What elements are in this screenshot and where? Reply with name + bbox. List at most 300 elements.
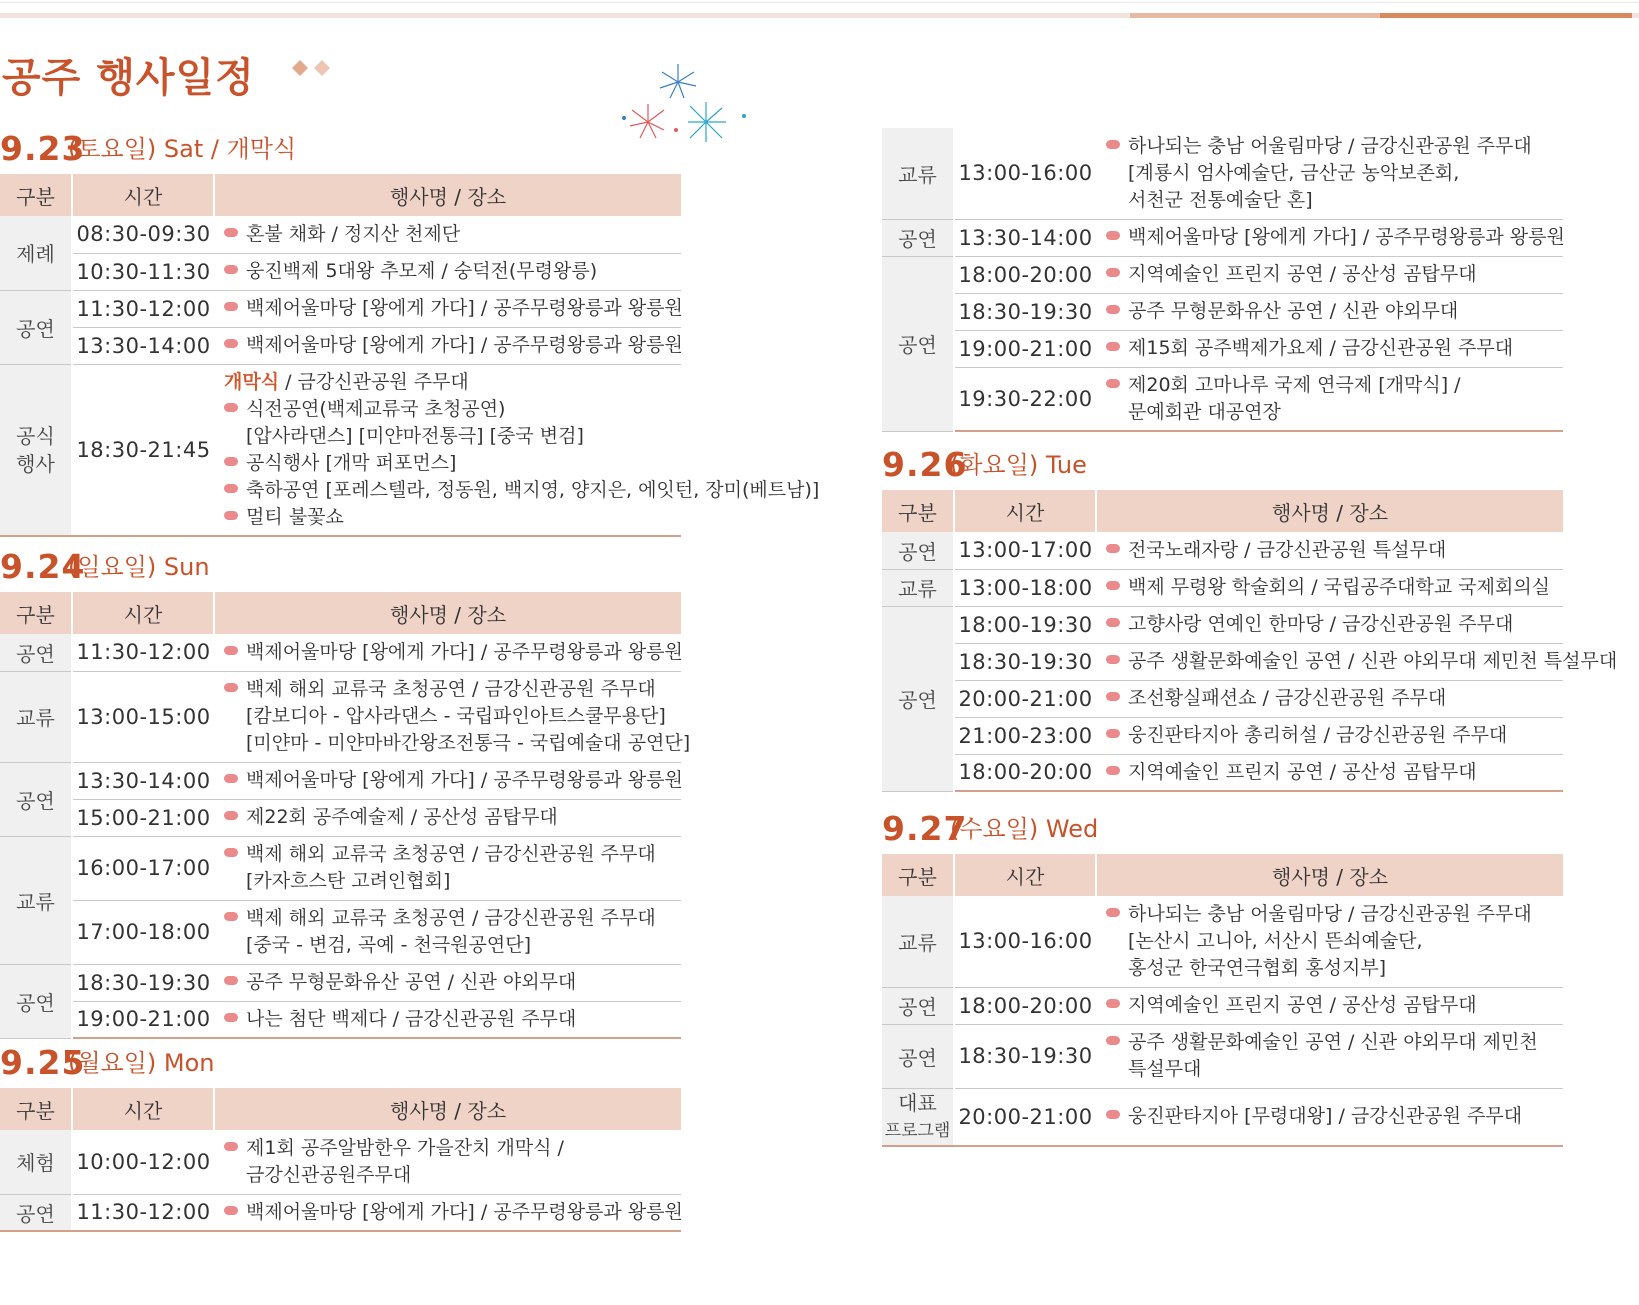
category-label: 공연 — [898, 333, 937, 357]
category-cell — [882, 219, 954, 256]
bullet-icon — [1106, 908, 1120, 917]
event-cell — [214, 290, 681, 327]
bullet-icon — [1106, 140, 1120, 149]
event-cell — [214, 253, 681, 290]
bullet-icon — [224, 228, 238, 237]
event-text: 나는 첨단 백제다 / 금강신관공원 주무대 — [246, 1007, 577, 1030]
category-label: 대표 — [898, 1090, 937, 1115]
day-section — [0, 128, 820, 537]
bullet-icon — [224, 683, 238, 692]
event-text: 백제어울마당 [왕에게 가다] / 공주무령왕릉과 왕릉원 — [246, 1200, 683, 1223]
event-cell — [214, 1130, 681, 1194]
day-heading — [882, 808, 1563, 854]
event-line — [1106, 399, 1559, 426]
event-line — [224, 969, 677, 996]
event-text: 공식행사 [개막 퍼포먼스] — [246, 451, 457, 474]
time-cell: 13:00-18:00 — [954, 569, 1096, 606]
top-rule — [0, 0, 1639, 20]
table-row — [882, 680, 1563, 717]
bullet-icon — [1106, 999, 1120, 1008]
category-label: 공연 — [898, 227, 937, 251]
bullet-icon — [224, 1142, 238, 1151]
category-label: 교류 — [16, 706, 55, 730]
event-text: 웅진판타지아 [무령대왕] / 금강신관공원 주무대 — [1128, 1105, 1523, 1127]
event-line — [1106, 160, 1559, 187]
table-row — [882, 293, 1563, 330]
event-line — [224, 1199, 683, 1226]
time-cell: 13:30-14:00 — [72, 762, 214, 799]
table-row — [0, 762, 681, 799]
event-cell — [214, 900, 681, 964]
event-line — [1106, 648, 1618, 675]
event-text: 특설무대 — [1128, 1058, 1202, 1080]
table-row — [0, 1001, 681, 1038]
category-label: 공연 — [898, 688, 937, 712]
category-label: 교류 — [898, 930, 937, 955]
table-row — [882, 606, 1563, 643]
day-heading — [0, 546, 681, 592]
event-cell — [1096, 717, 1563, 754]
day-heading — [0, 128, 681, 174]
event-line — [224, 450, 677, 477]
event-highlight: 개막식 — [224, 370, 280, 393]
bullet-icon — [224, 1206, 238, 1215]
bullet-icon — [224, 912, 238, 921]
event-text: 공주 무형문화유산 공연 / 신관 야외무대 — [246, 971, 577, 993]
event-text: 하나되는 충남 어울림마당 / 금강신관공원 주무대 — [1128, 134, 1532, 157]
time-cell: 18:30-21:45 — [72, 364, 214, 536]
category-cell — [882, 1024, 954, 1088]
day-weekday: (화요일) Tue — [950, 451, 1087, 479]
time-cell: 11:30-12:00 — [72, 290, 214, 327]
event-cell — [214, 1194, 681, 1231]
event-text: 공주 무형문화유산 공연 / 신관 야외무대 — [1128, 300, 1459, 322]
category-cell — [0, 671, 72, 762]
schedule-table — [0, 592, 691, 1039]
event-text: 백제어울마당 [왕에게 가다] / 공주무령왕릉과 왕릉원 — [246, 297, 683, 319]
event-line — [1106, 611, 1559, 638]
category-cell — [882, 532, 954, 569]
event-line — [224, 423, 677, 450]
event-line — [1106, 955, 1559, 982]
bullet-icon — [1106, 231, 1120, 240]
event-line — [224, 221, 677, 248]
event-line — [1106, 722, 1559, 749]
time-cell: 18:00-20:00 — [954, 987, 1096, 1024]
event-line — [1106, 261, 1559, 288]
event-line — [1106, 1103, 1559, 1130]
event-line — [1106, 928, 1559, 955]
event-text: 멀티 불꽃쇼 — [246, 505, 344, 528]
category-cell — [0, 216, 72, 290]
event-line — [224, 477, 820, 504]
event-text: 서천군 전통예술단 혼] — [1128, 188, 1313, 211]
bullet-icon — [224, 339, 238, 348]
event-text: 백제 해외 교류국 초청공연 / 금강신관공원 주무대 — [246, 678, 656, 700]
event-text: 백제어울마당 [왕에게 가다] / 공주무령왕릉과 왕릉원 — [246, 769, 683, 791]
category-label: 행사 — [16, 451, 55, 476]
event-line — [224, 703, 677, 730]
category-label: 프로그램 — [884, 1120, 951, 1141]
schedule-table — [882, 854, 1563, 1147]
bullet-icon — [224, 511, 238, 520]
event-line — [224, 369, 677, 396]
time-cell: 18:30-19:30 — [954, 643, 1096, 680]
category-cell — [0, 1130, 72, 1194]
event-line — [1106, 685, 1559, 712]
time-cell: 17:00-18:00 — [72, 900, 214, 964]
table-row — [0, 253, 681, 290]
header-event: 행사명 / 장소 — [1096, 854, 1563, 896]
day-date: 9.24 — [0, 547, 86, 586]
category-label: 공연 — [16, 1201, 55, 1226]
event-line — [224, 295, 683, 322]
event-line — [224, 504, 677, 531]
header-event: 행사명 / 장소 — [214, 174, 681, 216]
event-line — [1106, 1029, 1559, 1056]
time-cell: 20:00-21:00 — [954, 1088, 1096, 1146]
event-cell — [214, 216, 681, 253]
event-cell — [214, 799, 681, 836]
event-text: 조선황실패션쇼 / 금강신관공원 주무대 — [1128, 687, 1447, 709]
event-line — [224, 868, 677, 895]
event-cell — [214, 671, 691, 762]
table-row — [0, 1194, 681, 1231]
event-line — [224, 676, 677, 703]
table-row — [882, 1024, 1563, 1088]
schedule-table — [0, 1088, 681, 1232]
bullet-icon — [224, 848, 238, 857]
time-cell: 19:30-22:00 — [954, 367, 1096, 431]
event-line — [1106, 335, 1559, 362]
bullet-icon — [1106, 544, 1120, 553]
category-cell — [882, 1088, 954, 1146]
bullet-icon — [1106, 1036, 1120, 1045]
schedule-table — [882, 490, 1618, 792]
event-text: 홍성군 한국연극협회 홍성지부] — [1128, 956, 1387, 979]
table-row — [0, 799, 681, 836]
table-row — [0, 216, 681, 253]
bullet-icon — [224, 484, 238, 493]
event-line — [224, 932, 677, 959]
header-category: 구분 — [882, 854, 954, 896]
event-text: 제15회 공주백제가요제 / 금강신관공원 주무대 — [1128, 337, 1514, 359]
event-text: 백제 해외 교류국 초청공연 / 금강신관공원 주무대 — [246, 907, 656, 929]
event-text: / 금강신관공원 주무대 — [279, 370, 469, 393]
table-row — [882, 219, 1563, 256]
header-category: 구분 — [0, 592, 72, 634]
event-line — [224, 1006, 677, 1033]
header-category: 구분 — [882, 490, 954, 532]
event-text: 백제어울마당 [왕에게 가다] / 공주무령왕릉과 왕릉원 — [246, 640, 683, 663]
category-label: 공연 — [898, 539, 937, 564]
day-date: 9.26 — [882, 445, 968, 484]
table-row — [0, 836, 681, 900]
event-text: [압사라댄스] [미얀마전통극] [중국 변검] — [246, 424, 584, 447]
event-cell — [214, 762, 681, 799]
event-text: 식전공연(백제교류국 초청공연) — [246, 397, 506, 420]
event-line — [1106, 992, 1559, 1019]
event-text: 백제어울마당 [왕에게 가다] / 공주무령왕릉과 왕릉원 — [246, 334, 683, 356]
table-row — [882, 643, 1563, 680]
table-row — [0, 900, 681, 964]
table-row — [0, 364, 681, 536]
category-label: 공연 — [16, 788, 55, 813]
event-cell — [1096, 754, 1563, 791]
day-section — [882, 808, 1563, 1147]
category-cell — [882, 987, 954, 1024]
page-title: 공주 행사일정 — [2, 55, 255, 101]
bullet-icon — [1106, 581, 1120, 590]
event-line — [1106, 759, 1559, 786]
diamond-ornament-icon — [290, 58, 350, 78]
table-row — [0, 634, 681, 671]
event-text: [논산시 고니아, 서산시 뜬쇠예술단, — [1128, 929, 1423, 952]
bullet-icon — [224, 774, 238, 783]
event-line — [224, 396, 677, 423]
time-cell: 11:30-12:00 — [72, 634, 214, 671]
bullet-icon — [1106, 729, 1120, 738]
bullet-icon — [1106, 342, 1120, 351]
event-text: [중국 - 변검, 곡예 - 천극원공연단] — [246, 934, 532, 956]
header-event: 행사명 / 장소 — [214, 1088, 681, 1130]
event-text: 공주 생활문화예술인 공연 / 신관 야외무대 제민천 — [1128, 1031, 1538, 1053]
category-cell — [882, 128, 954, 219]
time-cell: 13:00-17:00 — [954, 532, 1096, 569]
bullet-icon — [1106, 305, 1120, 314]
time-cell: 13:00-15:00 — [72, 671, 214, 762]
event-line — [1106, 901, 1559, 928]
table-row — [882, 569, 1563, 606]
day-weekday: (토요일) Sat / 개막식 — [68, 135, 297, 163]
table-row — [882, 128, 1563, 219]
schedule-table — [0, 174, 820, 537]
event-line — [1106, 372, 1559, 399]
category-label: 공식 — [16, 423, 55, 448]
category-cell — [882, 569, 954, 606]
table-row — [882, 367, 1563, 431]
bullet-icon — [1106, 692, 1120, 701]
event-line — [224, 730, 691, 757]
event-line — [224, 639, 683, 666]
event-line — [1106, 133, 1559, 160]
schedule-table — [882, 128, 1563, 432]
bullet-icon — [1106, 379, 1120, 388]
day-date: 9.23 — [0, 129, 86, 168]
header-time: 시간 — [72, 592, 214, 634]
category-label: 교류 — [898, 162, 937, 187]
day-date: 9.25 — [0, 1043, 86, 1082]
event-cell — [1096, 569, 1563, 606]
event-text: 하나되는 충남 어울림마당 / 금강신관공원 주무대 — [1128, 902, 1532, 925]
table-row — [0, 290, 681, 327]
event-text: 백제 해외 교류국 초청공연 / 금강신관공원 주무대 — [246, 843, 656, 865]
event-cell — [1096, 219, 1563, 256]
category-label: 공연 — [898, 1045, 937, 1070]
table-header-row — [0, 592, 681, 634]
bullet-icon — [224, 403, 238, 412]
category-cell — [0, 964, 72, 1038]
time-cell: 19:00-21:00 — [954, 330, 1096, 367]
time-cell: 19:00-21:00 — [72, 1001, 214, 1038]
event-text: 지역예술인 프린지 공연 / 공산성 곰탑무대 — [1128, 263, 1477, 285]
table-header-row — [882, 854, 1563, 896]
event-line — [224, 905, 677, 932]
time-cell: 16:00-17:00 — [72, 836, 214, 900]
category-cell — [882, 606, 954, 791]
table-row — [882, 896, 1563, 987]
category-label: 체험 — [16, 1151, 55, 1176]
category-label: 공연 — [16, 990, 55, 1015]
event-text: [계룡시 엄사예술단, 금산군 농악보존회, — [1128, 161, 1460, 184]
bullet-icon — [1106, 766, 1120, 775]
header-time: 시간 — [72, 1088, 214, 1130]
header-time: 시간 — [72, 174, 214, 216]
event-text: [카자흐스탄 고려인협회] — [246, 870, 451, 892]
bullet-icon — [224, 265, 238, 274]
event-cell — [1096, 643, 1618, 680]
event-cell — [1096, 256, 1563, 293]
category-cell — [0, 836, 72, 964]
day-section — [882, 128, 1563, 432]
table-header-row — [0, 1088, 681, 1130]
event-text: 웅진판타지아 총리허설 / 금강신관공원 주무대 — [1128, 724, 1508, 746]
bullet-icon — [224, 457, 238, 466]
event-text: 금강신관공원주무대 — [246, 1163, 412, 1186]
event-cell — [1096, 1088, 1563, 1146]
day-section — [882, 444, 1618, 792]
event-text: 공주 생활문화예술인 공연 / 신관 야외무대 제민천 특설무대 — [1128, 650, 1618, 672]
event-cell — [214, 836, 681, 900]
event-text: 지역예술인 프린지 공연 / 공산성 곰탑무대 — [1128, 760, 1477, 783]
event-cell — [214, 964, 681, 1001]
time-cell: 13:00-16:00 — [954, 896, 1096, 987]
category-cell — [0, 1194, 72, 1231]
event-cell — [1096, 680, 1563, 717]
event-line — [1106, 574, 1559, 601]
day-section — [0, 1042, 681, 1232]
event-text: 전국노래자랑 / 금강신관공원 특설무대 — [1128, 538, 1447, 561]
category-cell — [0, 364, 72, 536]
event-cell — [214, 634, 681, 671]
category-cell — [882, 896, 954, 987]
event-text: 제1회 공주알밤한우 가을잔치 개막식 / — [246, 1136, 564, 1159]
category-label: 제례 — [16, 242, 55, 267]
day-weekday: (수요일) Wed — [950, 815, 1099, 843]
table-row — [0, 964, 681, 1001]
table-row — [882, 987, 1563, 1024]
event-line — [224, 841, 677, 868]
event-text: 축하공연 [포레스텔라, 정동원, 백지영, 양지은, 에잇턴, 장미(베트남)] — [246, 478, 820, 501]
category-label: 공연 — [16, 316, 55, 341]
bullet-icon — [1106, 618, 1120, 627]
table-row — [882, 717, 1563, 754]
event-line — [1106, 1056, 1559, 1083]
table-header-row — [882, 490, 1563, 532]
time-cell: 21:00-23:00 — [954, 717, 1096, 754]
table-row — [0, 671, 681, 762]
event-cell — [1096, 128, 1563, 219]
event-cell — [1096, 532, 1563, 569]
event-text: 웅진백제 5대왕 추모제 / 숭덕전(무령왕릉) — [246, 260, 598, 282]
day-heading — [0, 1042, 681, 1088]
time-cell: 18:00-20:00 — [954, 754, 1096, 791]
time-cell: 18:30-19:30 — [954, 293, 1096, 330]
day-weekday: (월요일) Mon — [68, 1049, 215, 1077]
table-row — [882, 330, 1563, 367]
event-line — [1106, 537, 1559, 564]
bullet-icon — [224, 646, 238, 655]
event-line — [1106, 224, 1565, 251]
bullet-icon — [1106, 655, 1120, 664]
event-text: 지역예술인 프린지 공연 / 공산성 곰탑무대 — [1128, 994, 1477, 1016]
time-cell: 18:30-19:30 — [954, 1024, 1096, 1088]
event-cell — [1096, 606, 1563, 643]
bullet-icon — [1106, 268, 1120, 277]
header-event: 행사명 / 장소 — [1096, 490, 1563, 532]
event-line — [224, 1162, 677, 1189]
event-cell — [1096, 293, 1563, 330]
event-cell — [214, 1001, 681, 1038]
event-cell — [1096, 896, 1563, 987]
event-line — [1106, 187, 1559, 214]
event-cell — [214, 327, 681, 364]
time-cell: 10:30-11:30 — [72, 253, 214, 290]
category-cell — [0, 290, 72, 364]
category-cell — [0, 762, 72, 836]
header-event: 행사명 / 장소 — [214, 592, 681, 634]
category-label: 교류 — [16, 889, 55, 914]
time-cell: 18:00-20:00 — [954, 256, 1096, 293]
event-cell — [1096, 367, 1563, 431]
header-category: 구분 — [0, 1088, 72, 1130]
table-row — [882, 532, 1563, 569]
day-date: 9.27 — [882, 809, 968, 848]
time-cell: 18:30-19:30 — [72, 964, 214, 1001]
event-line — [224, 767, 683, 794]
table-row — [882, 754, 1563, 791]
table-row — [0, 327, 681, 364]
time-cell: 11:30-12:00 — [72, 1194, 214, 1231]
table-row — [882, 1088, 1563, 1146]
event-text: 혼불 채화 / 정지산 천제단 — [246, 222, 461, 245]
header-time: 시간 — [954, 854, 1096, 896]
event-cell — [1096, 1024, 1563, 1088]
table-header-row — [0, 174, 681, 216]
event-text: [캄보디아 - 압사라댄스 - 국립파인아트스쿨무용단] — [246, 705, 666, 727]
bullet-icon — [224, 976, 238, 985]
event-line — [224, 258, 677, 285]
event-text: 제22회 공주예술제 / 공산성 곰탑무대 — [246, 806, 558, 828]
category-cell — [882, 256, 954, 431]
time-cell: 18:00-19:30 — [954, 606, 1096, 643]
bullet-icon — [224, 811, 238, 820]
table-row — [882, 256, 1563, 293]
time-cell: 15:00-21:00 — [72, 799, 214, 836]
bullet-icon — [224, 302, 238, 311]
category-label: 공연 — [898, 995, 937, 1019]
time-cell: 08:30-09:30 — [72, 216, 214, 253]
time-cell: 13:00-16:00 — [954, 128, 1096, 219]
table-row — [0, 1130, 681, 1194]
category-cell — [0, 634, 72, 671]
header-category: 구분 — [0, 174, 72, 216]
day-weekday: (일요일) Sun — [68, 553, 210, 581]
header-time: 시간 — [954, 490, 1096, 532]
bullet-icon — [224, 1013, 238, 1022]
time-cell: 13:30-14:00 — [72, 327, 214, 364]
event-cell — [1096, 330, 1563, 367]
